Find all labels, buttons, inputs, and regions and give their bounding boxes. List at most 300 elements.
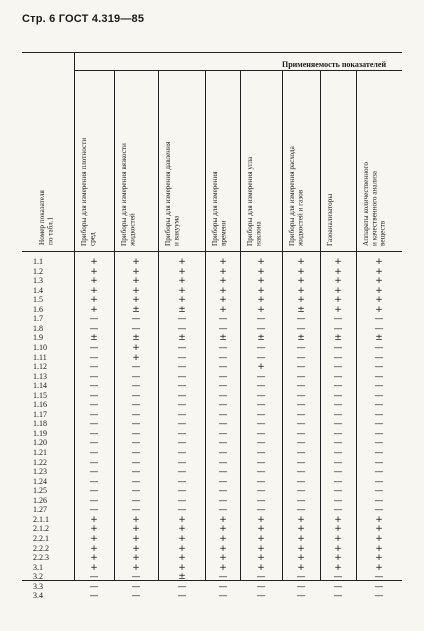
table-cell-mark: — <box>256 476 266 487</box>
table-cell-mark: + <box>257 514 265 525</box>
table-cell-mark: — <box>256 457 266 468</box>
table-cell-mark: — <box>333 448 343 458</box>
table-cell-mark: — <box>218 381 228 392</box>
table-cell-mark: + <box>375 304 383 315</box>
table-cell-mark: — <box>89 390 99 401</box>
table-cell-mark: + <box>219 533 227 544</box>
table-cell-mark: — <box>218 342 228 353</box>
table-cell-mark: — <box>177 409 187 420</box>
table-cell-mark: — <box>256 591 266 602</box>
table-cell-mark: — <box>89 381 99 392</box>
table-cell-mark: + <box>297 543 305 554</box>
table-cell-mark: — <box>333 457 343 468</box>
table-cell-mark: + <box>257 543 265 554</box>
table-cell-mark: — <box>218 400 228 411</box>
table-cell-mark: — <box>374 342 384 353</box>
row-label: 2.2.2 <box>33 543 49 553</box>
table-cell-mark: — <box>374 581 384 592</box>
table-cell-mark: + <box>90 266 98 277</box>
column-divider <box>320 70 321 580</box>
table-cell-mark: + <box>297 562 305 573</box>
row-label: 2.1.2 <box>33 524 49 534</box>
table-cell-mark: — <box>89 323 99 334</box>
table-cell-mark: + <box>334 533 342 544</box>
row-label: 2.1.1 <box>33 514 49 524</box>
row-label: 1.16 <box>33 400 47 410</box>
table-cell-mark: + <box>334 266 342 277</box>
table-cell-mark: — <box>296 323 306 334</box>
table-cell-mark: — <box>333 381 343 392</box>
table-cell-mark: + <box>178 553 186 564</box>
table-cell-mark: + <box>178 524 186 535</box>
row-label: 3.3 <box>33 581 43 591</box>
table-cell-mark: — <box>374 495 384 506</box>
table-cell-mark: + <box>132 543 140 554</box>
table-cell-mark: ± <box>132 333 140 344</box>
table-cell-mark: — <box>374 428 384 439</box>
table-cell-mark: — <box>218 457 228 468</box>
table-cell-mark: — <box>296 505 306 516</box>
table-cell-mark: + <box>334 257 342 267</box>
table-cell-mark: — <box>374 409 384 420</box>
table-cell-mark: — <box>296 438 306 449</box>
table-cell-mark: — <box>256 486 266 497</box>
table-cell-mark: — <box>131 438 141 449</box>
table-cell-mark: + <box>375 562 383 573</box>
table-cell-mark: — <box>333 419 343 430</box>
table-cell-mark: — <box>374 486 384 497</box>
table-cell-mark: ± <box>178 572 186 583</box>
row-label: 1.8 <box>33 323 43 333</box>
table-cell-mark: — <box>374 419 384 430</box>
table-cell-mark: — <box>177 457 187 468</box>
table-top-rule <box>22 52 402 53</box>
table-cell-mark: — <box>131 505 141 516</box>
table-cell-mark: + <box>257 524 265 535</box>
table-cell-mark: + <box>178 266 186 277</box>
table-cell-mark: + <box>257 295 265 306</box>
row-label: 2.2.3 <box>33 553 49 563</box>
table-cell-mark: + <box>334 276 342 287</box>
table-cell-mark: — <box>374 400 384 411</box>
table-cell-mark: + <box>90 276 98 287</box>
group-title-rule <box>74 70 402 71</box>
table-cell-mark: — <box>296 572 306 583</box>
row-label: 1.12 <box>33 362 47 372</box>
table-cell-mark: — <box>256 323 266 334</box>
column-divider <box>240 70 241 580</box>
table-cell-mark: — <box>218 476 228 487</box>
table-cell-mark: — <box>374 323 384 334</box>
table-cell-mark: ± <box>257 333 265 344</box>
column-divider <box>356 70 357 580</box>
row-label: 2.2.1 <box>33 533 49 543</box>
table-cell-mark: + <box>297 276 305 287</box>
table-cell-mark: — <box>177 428 187 439</box>
table-cell-mark: — <box>89 438 99 449</box>
table-cell-mark: — <box>177 495 187 506</box>
column-divider <box>114 70 115 580</box>
table-cell-mark: + <box>219 276 227 287</box>
table-cell-mark: — <box>218 495 228 506</box>
table-cell-mark: — <box>177 314 187 325</box>
row-label: 3.1 <box>33 562 43 572</box>
table-cell-mark: — <box>374 381 384 392</box>
table-cell-mark: — <box>256 438 266 449</box>
table-bottom-rule <box>22 580 402 581</box>
table-cell-mark: + <box>90 514 98 525</box>
row-label-divider <box>74 52 75 580</box>
table-cell-mark: + <box>178 257 186 267</box>
table-cell-mark: + <box>375 295 383 306</box>
column-divider <box>282 70 283 580</box>
column-header: Приборы для измерения вязкости жидкостей <box>120 143 137 246</box>
table-cell-mark: + <box>219 543 227 554</box>
table-cell-mark: — <box>218 448 228 458</box>
table-cell-mark: — <box>131 371 141 382</box>
table-cell-mark: — <box>218 591 228 602</box>
table-cell-mark: ± <box>219 333 227 344</box>
table-cell-mark: — <box>131 457 141 468</box>
table-cell-mark: + <box>257 276 265 287</box>
table-cell-mark: — <box>256 390 266 401</box>
table-cell-mark: + <box>90 285 98 296</box>
table-cell-mark: + <box>132 285 140 296</box>
table-cell-mark: + <box>375 276 383 287</box>
table-cell-mark: — <box>89 400 99 411</box>
table-cell-mark: — <box>177 438 187 449</box>
table-cell-mark: — <box>296 314 306 325</box>
table-cell-mark: + <box>90 257 98 267</box>
table-cell-mark: — <box>177 505 187 516</box>
table-cell-mark: — <box>333 362 343 373</box>
table-cell-mark: — <box>177 581 187 592</box>
table-cell-mark: — <box>218 419 228 430</box>
table-cell-mark: — <box>131 448 141 458</box>
table-cell-mark: + <box>219 524 227 535</box>
table-cell-mark: — <box>131 400 141 411</box>
table-cell-mark: — <box>131 323 141 334</box>
table-cell-mark: — <box>333 314 343 325</box>
table-cell-mark: + <box>257 553 265 564</box>
table-cell-mark: + <box>219 295 227 306</box>
table-cell-mark: — <box>131 591 141 602</box>
table-cell-mark: — <box>131 419 141 430</box>
table-cell-mark: — <box>218 438 228 449</box>
table-cell-mark: + <box>375 543 383 554</box>
table-cell-mark: — <box>218 505 228 516</box>
row-label: 1.26 <box>33 495 47 505</box>
table-cell-mark: — <box>89 505 99 516</box>
table-cell-mark: ± <box>178 304 186 315</box>
table-cell-mark: — <box>374 505 384 516</box>
table-cell-mark: — <box>333 495 343 506</box>
table-cell-mark: — <box>177 390 187 401</box>
table-cell-mark: — <box>296 495 306 506</box>
table-cell-mark: + <box>375 524 383 535</box>
table-cell-mark: + <box>178 285 186 296</box>
table-cell-mark: + <box>90 553 98 564</box>
table-cell-mark: ± <box>297 304 305 315</box>
page-header: Стр. 6 ГОСТ 4.319—85 <box>22 13 145 25</box>
table-cell-mark: + <box>178 514 186 525</box>
table-cell-mark: ± <box>178 333 186 344</box>
table-cell-mark: — <box>218 581 228 592</box>
table-cell-mark: + <box>178 562 186 573</box>
row-label: 1.2 <box>33 266 43 276</box>
table-cell-mark: — <box>218 409 228 420</box>
table-cell-mark: — <box>333 409 343 420</box>
column-divider <box>158 70 159 580</box>
table-cell-mark: + <box>334 562 342 573</box>
table-cell-mark: — <box>256 428 266 439</box>
row-label: 1.20 <box>33 438 47 448</box>
table-cell-mark: + <box>178 533 186 544</box>
table-cell-mark: — <box>374 371 384 382</box>
table-cell-mark: — <box>256 342 266 353</box>
row-label: 1.11 <box>33 352 47 362</box>
table-cell-mark: + <box>297 295 305 306</box>
table-cell-mark: + <box>297 553 305 564</box>
table-cell-mark: — <box>218 371 228 382</box>
table-cell-mark: + <box>375 553 383 564</box>
column-divider <box>205 70 206 580</box>
table-cell-mark: + <box>90 304 98 315</box>
table-cell-mark: + <box>219 553 227 564</box>
table-cell-mark: + <box>375 285 383 296</box>
table-cell-mark: — <box>131 381 141 392</box>
row-label: 1.17 <box>33 409 47 419</box>
row-label: 1.10 <box>33 342 47 352</box>
table-cell-mark: + <box>297 257 305 267</box>
table-cell-mark: — <box>131 314 141 325</box>
table-cell-mark: + <box>178 295 186 306</box>
table-cell-mark: — <box>89 467 99 478</box>
table-cell-mark: + <box>219 285 227 296</box>
table-cell-mark: — <box>256 448 266 458</box>
table-cell-mark: — <box>374 476 384 487</box>
table-cell-mark: — <box>256 400 266 411</box>
table-cell-mark: — <box>296 428 306 439</box>
table-cell-mark: — <box>296 419 306 430</box>
column-header: Аппараты количественного и качественного анализа веществ <box>362 161 387 246</box>
table-cell-mark: + <box>90 562 98 573</box>
table-cell-mark: — <box>177 352 187 363</box>
table-cell-mark: — <box>333 400 343 411</box>
table-cell-mark: — <box>89 591 99 602</box>
table-cell-mark: ± <box>375 333 383 344</box>
table-cell-mark: — <box>177 591 187 602</box>
table-cell-mark: — <box>333 323 343 334</box>
table-cell-mark: ± <box>90 333 98 344</box>
table-cell-mark: — <box>218 362 228 373</box>
table-cell-mark: + <box>334 543 342 554</box>
table-cell-mark: — <box>374 352 384 363</box>
table-cell-mark: ± <box>297 333 305 344</box>
table-cell-mark: — <box>296 342 306 353</box>
table-cell-mark: — <box>218 390 228 401</box>
table-cell-mark: + <box>132 342 140 353</box>
table-cell-mark: — <box>374 467 384 478</box>
table-cell-mark: + <box>90 295 98 306</box>
table-cell-mark: — <box>177 400 187 411</box>
table-cell-mark: — <box>296 591 306 602</box>
table-cell-mark: — <box>256 371 266 382</box>
table-cell-mark: — <box>256 409 266 420</box>
table-cell-mark: — <box>374 314 384 325</box>
table-cell-mark: + <box>257 304 265 315</box>
table-cell-mark: + <box>219 257 227 267</box>
row-label: 1.6 <box>33 304 43 314</box>
table-cell-mark: — <box>131 476 141 487</box>
column-header: Приборы для измерения давления и вакуума <box>164 141 181 246</box>
table-cell-mark: + <box>257 266 265 277</box>
table-cell-mark: — <box>333 428 343 439</box>
column-header: Приборы для измерения времени <box>211 171 228 246</box>
table-cell-mark: — <box>333 505 343 516</box>
table-cell-mark: — <box>296 381 306 392</box>
table-cell-mark: — <box>333 438 343 449</box>
table-cell-mark: + <box>90 533 98 544</box>
table-cell-mark: + <box>132 533 140 544</box>
table-cell-mark: — <box>89 314 99 325</box>
table-cell-mark: — <box>333 467 343 478</box>
table-cell-mark: — <box>218 352 228 363</box>
table-cell-mark: — <box>218 467 228 478</box>
table-cell-mark: + <box>257 257 265 267</box>
table-cell-mark: — <box>296 362 306 373</box>
table-cell-mark: — <box>256 572 266 583</box>
table-cell-mark: + <box>334 285 342 296</box>
table-cell-mark: — <box>89 342 99 353</box>
table-cell-mark: — <box>333 390 343 401</box>
table-cell-mark: + <box>375 266 383 277</box>
table-cell-mark: — <box>177 486 187 497</box>
table-cell-mark: — <box>131 467 141 478</box>
table-cell-mark: — <box>89 457 99 468</box>
row-label: 1.14 <box>33 381 47 391</box>
column-header: Приборы для измерения расхода жидкостей и газов <box>288 146 305 246</box>
table-cell-mark: + <box>375 533 383 544</box>
table-cell-mark: — <box>218 572 228 583</box>
table-cell-mark: ± <box>132 304 140 315</box>
table-cell-mark: — <box>89 572 99 583</box>
table-cell-mark: — <box>89 419 99 430</box>
table-cell-mark: — <box>333 572 343 583</box>
table-cell-mark: + <box>219 562 227 573</box>
table-cell-mark: — <box>89 352 99 363</box>
table-cell-mark: + <box>90 524 98 535</box>
row-label: 1.5 <box>33 295 43 305</box>
table-cell-mark: + <box>219 266 227 277</box>
table-cell-mark: — <box>89 362 99 373</box>
table-cell-mark: — <box>296 581 306 592</box>
table-cell-mark: + <box>334 524 342 535</box>
table-cell-mark: — <box>89 581 99 592</box>
table-cell-mark: — <box>374 457 384 468</box>
table-cell-mark: + <box>297 533 305 544</box>
row-label: 1.18 <box>33 419 47 429</box>
row-label: 3.2 <box>33 572 43 582</box>
table-cell-mark: + <box>375 514 383 525</box>
row-label: 1.23 <box>33 467 47 477</box>
table-cell-mark: — <box>296 400 306 411</box>
table-cell-mark: + <box>90 543 98 554</box>
table-cell-mark: + <box>132 276 140 287</box>
row-label: 1.19 <box>33 428 47 438</box>
table-cell-mark: + <box>257 362 265 373</box>
table-cell-mark: + <box>178 543 186 554</box>
table-cell-mark: — <box>177 342 187 353</box>
table-cell-mark: — <box>177 467 187 478</box>
table-cell-mark: + <box>334 514 342 525</box>
row-label: 1.7 <box>33 314 43 324</box>
table-cell-mark: — <box>177 362 187 373</box>
column-header: Приборы для измерения плотности сред <box>80 137 97 246</box>
table-cell-mark: — <box>296 409 306 420</box>
table-cell-mark: ± <box>334 333 342 344</box>
column-header: Приборы для измерения угла наклона <box>246 156 263 246</box>
table-cell-mark: — <box>89 495 99 506</box>
row-label: 1.1 <box>33 257 43 266</box>
table-cell-mark: — <box>131 495 141 506</box>
row-label: 1.21 <box>33 448 47 457</box>
table-cell-mark: + <box>132 553 140 564</box>
table-cell-mark: — <box>131 428 141 439</box>
table-cell-mark: — <box>333 486 343 497</box>
table-cell-mark: — <box>296 390 306 401</box>
row-label: 1.25 <box>33 486 47 496</box>
table-cell-mark: — <box>218 428 228 439</box>
table-cell-mark: — <box>374 572 384 583</box>
table-cell-mark: + <box>132 524 140 535</box>
group-title: Применяемость показателей <box>282 60 387 69</box>
table-cell-mark: + <box>178 276 186 287</box>
table-cell-mark: — <box>256 495 266 506</box>
table-cell-mark: — <box>296 486 306 497</box>
table-cell-mark: — <box>256 314 266 325</box>
row-header: Номер показателя по табл.1 <box>38 190 55 245</box>
table-cell-mark: — <box>177 381 187 392</box>
table-cell-mark: + <box>257 562 265 573</box>
table-cell-mark: — <box>256 581 266 592</box>
row-label: 1.3 <box>33 276 43 286</box>
table-cell-mark: + <box>132 562 140 573</box>
table-cell-mark: — <box>333 476 343 487</box>
table-cell-mark: — <box>131 486 141 497</box>
table-cell-mark: — <box>89 476 99 487</box>
table-cell-mark: + <box>132 352 140 363</box>
table-cell-mark: — <box>218 486 228 497</box>
table-cell-mark: — <box>177 476 187 487</box>
table-cell-mark: — <box>374 390 384 401</box>
table-cell-mark: — <box>333 581 343 592</box>
table-cell-mark: + <box>219 304 227 315</box>
row-label: 1.4 <box>33 285 43 295</box>
table-cell-mark: — <box>89 409 99 420</box>
column-header: Газоанализаторы <box>326 193 334 246</box>
table-cell-mark: — <box>333 591 343 602</box>
table-cell-mark: — <box>296 352 306 363</box>
row-label: 3.4 <box>33 591 43 601</box>
table-cell-mark: — <box>89 486 99 497</box>
table-cell-mark: + <box>257 533 265 544</box>
table-cell-mark: — <box>296 476 306 487</box>
table-cell-mark: — <box>333 352 343 363</box>
table-cell-mark: — <box>374 448 384 458</box>
table-cell-mark: + <box>132 257 140 267</box>
table-cell-mark: + <box>334 295 342 306</box>
